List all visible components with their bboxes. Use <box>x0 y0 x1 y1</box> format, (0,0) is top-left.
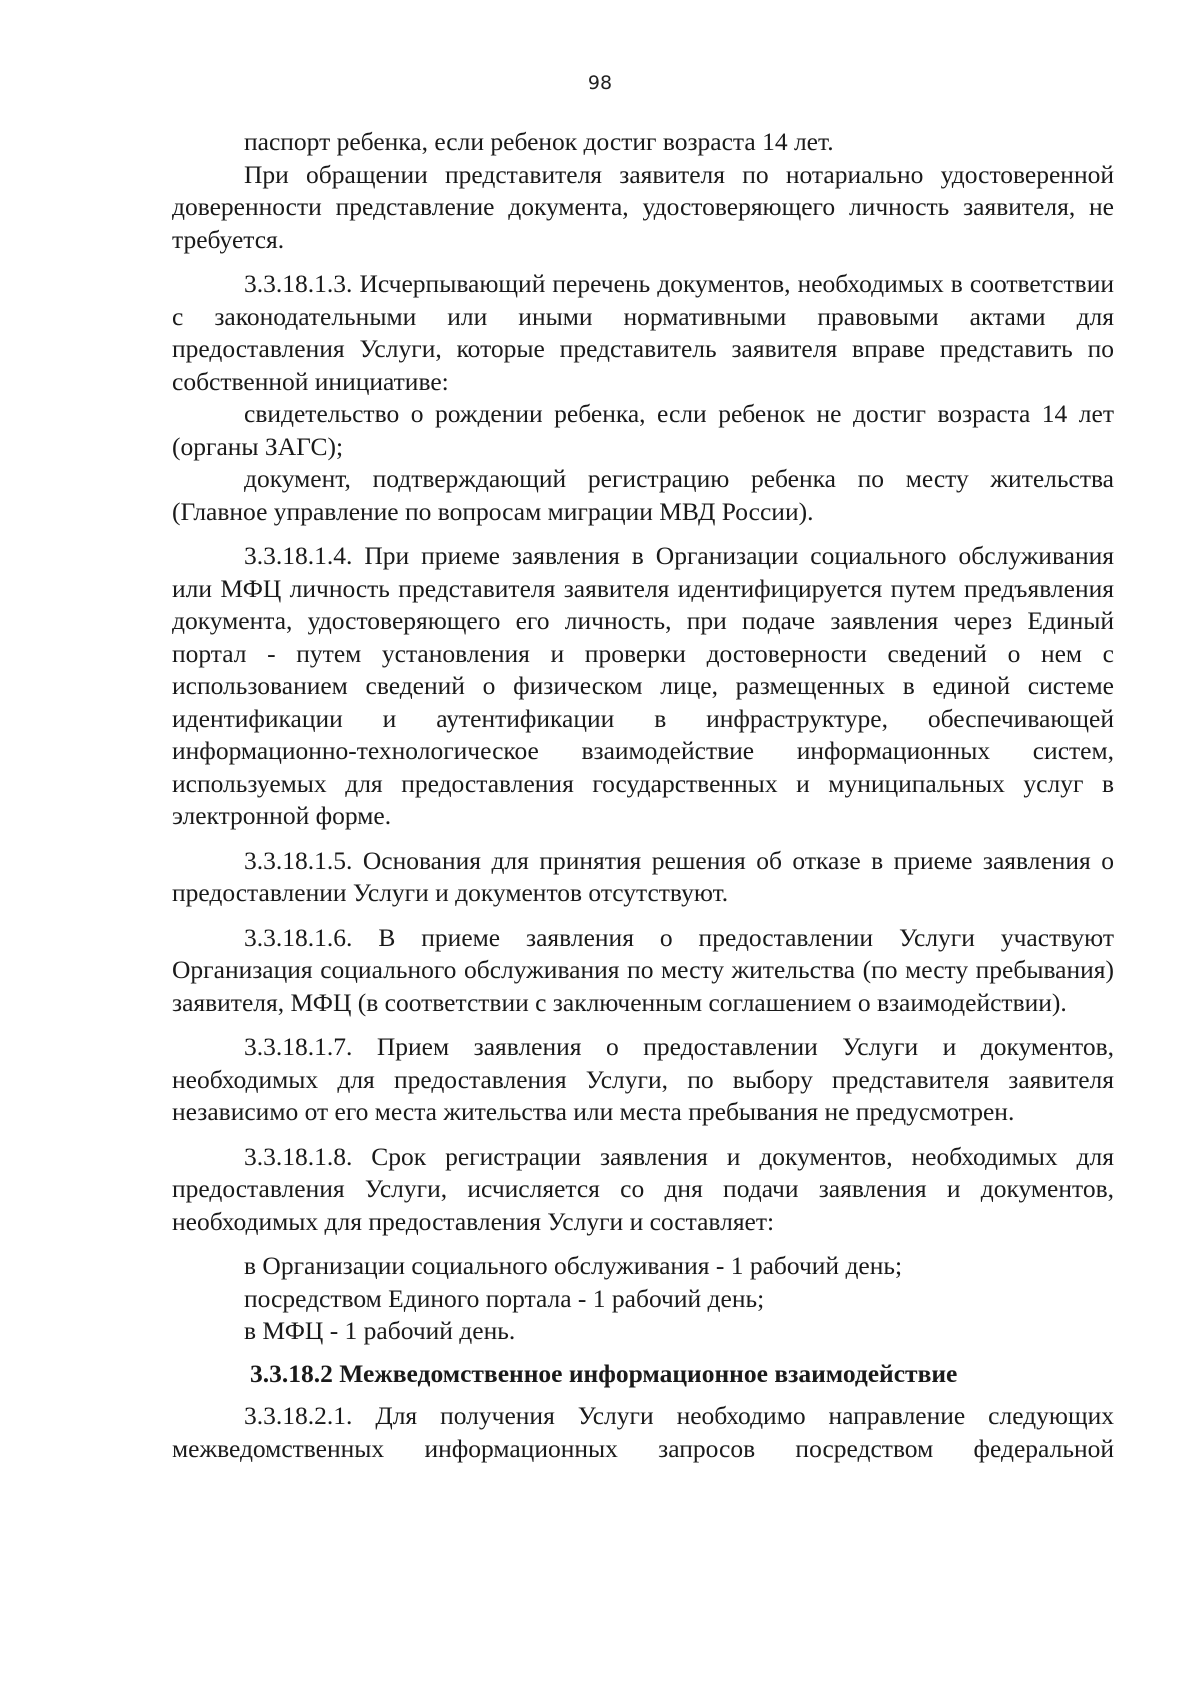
term-line-social-service: в Организации социального обслуживания - 1 рабочий день; <box>244 1251 903 1280</box>
page-number: 98 <box>587 72 613 94</box>
paragraph-3-3-18-2-1: 3.3.18.2.1. Для получения Услуги необходимо направление следующих межведомственных информационных запросов посредством федеральной <box>172 1401 1114 1463</box>
paragraph-passport: паспорт ребенка, если ребенок достиг возраста 14 лет. <box>244 127 834 156</box>
paragraph-3-3-18-1-4: 3.3.18.1.4. При приеме заявления в Организации социального обслуживания или МФЦ личность представителя заявителя идентифицируется путем предъявления документа, удостоверяющего его личность, при подаче заявления через Единый портал - путем установления и проверки достоверности сведений о нем с использованием сведений о физическом лице, размещенных в единой системе идентификации и аутентификации в инфраструктуре, обеспечивающей информационно-технологическое взаимодействие информационных систем, используемых для предоставления государственных и муниципальных услуг в электронной форме. <box>172 541 1114 830</box>
paragraph-notarial-power: При обращении представителя заявителя по нотариально удостоверенной доверенности представление документа, удостоверяющего личность заявителя, не требуется. <box>172 159 1114 254</box>
paragraph-3-3-18-1-3: 3.3.18.1.3. Исчерпывающий перечень документов, необходимых в соответствии с законодательными или иными нормативными правовыми актами для предоставления Услуги, которые представитель заявителя вправе представить по собственной инициативе: <box>172 269 1114 396</box>
paragraph-registration-document: документ, подтверждающий регистрацию ребенка по месту жительства (Главное управление по вопросам миграции МВД России). <box>172 464 1114 526</box>
term-line-unified-portal: посредством Единого портала - 1 рабочий день; <box>244 1283 765 1313</box>
paragraph-3-3-18-1-5: 3.3.18.1.5. Основания для принятия решения об отказе в приеме заявления о предоставлении Услуги и документов отсутствуют. <box>172 845 1114 907</box>
document-body <box>172 126 1114 1465</box>
section-heading-3-3-18-2: 3.3.18.2 Межведомственное информационное взаимодействие <box>250 1358 958 1388</box>
paragraph-birth-certificate: свидетельство о рождении ребенка, если ребенок не достиг возраста 14 лет (органы ЗАГС); <box>172 399 1114 461</box>
term-line-mfc: в МФЦ - 1 рабочий день. <box>244 1316 516 1345</box>
paragraph-3-3-18-1-6: 3.3.18.1.6. В приеме заявления о предоставлении Услуги участвуют Организация социального обслуживания по месту жительства (по месту пребывания) заявителя, МФЦ (в соответствии с заключенным соглашением о взаимодействии). <box>172 922 1114 1017</box>
paragraph-3-3-18-1-8: 3.3.18.1.8. Срок регистрации заявления и документов, необходимых для предоставления Услуги, исчисляется со дня подачи заявления и документов, необходимых для предоставления Услуги и составляет: <box>172 1141 1114 1236</box>
paragraph-3-3-18-1-7: 3.3.18.1.7. Прием заявления о предоставлении Услуги и документов, необходимых для предоставления Услуги, по выбору представителя заявителя независимо от его места жительства или места пребывания не предусмотрен. <box>172 1032 1114 1126</box>
